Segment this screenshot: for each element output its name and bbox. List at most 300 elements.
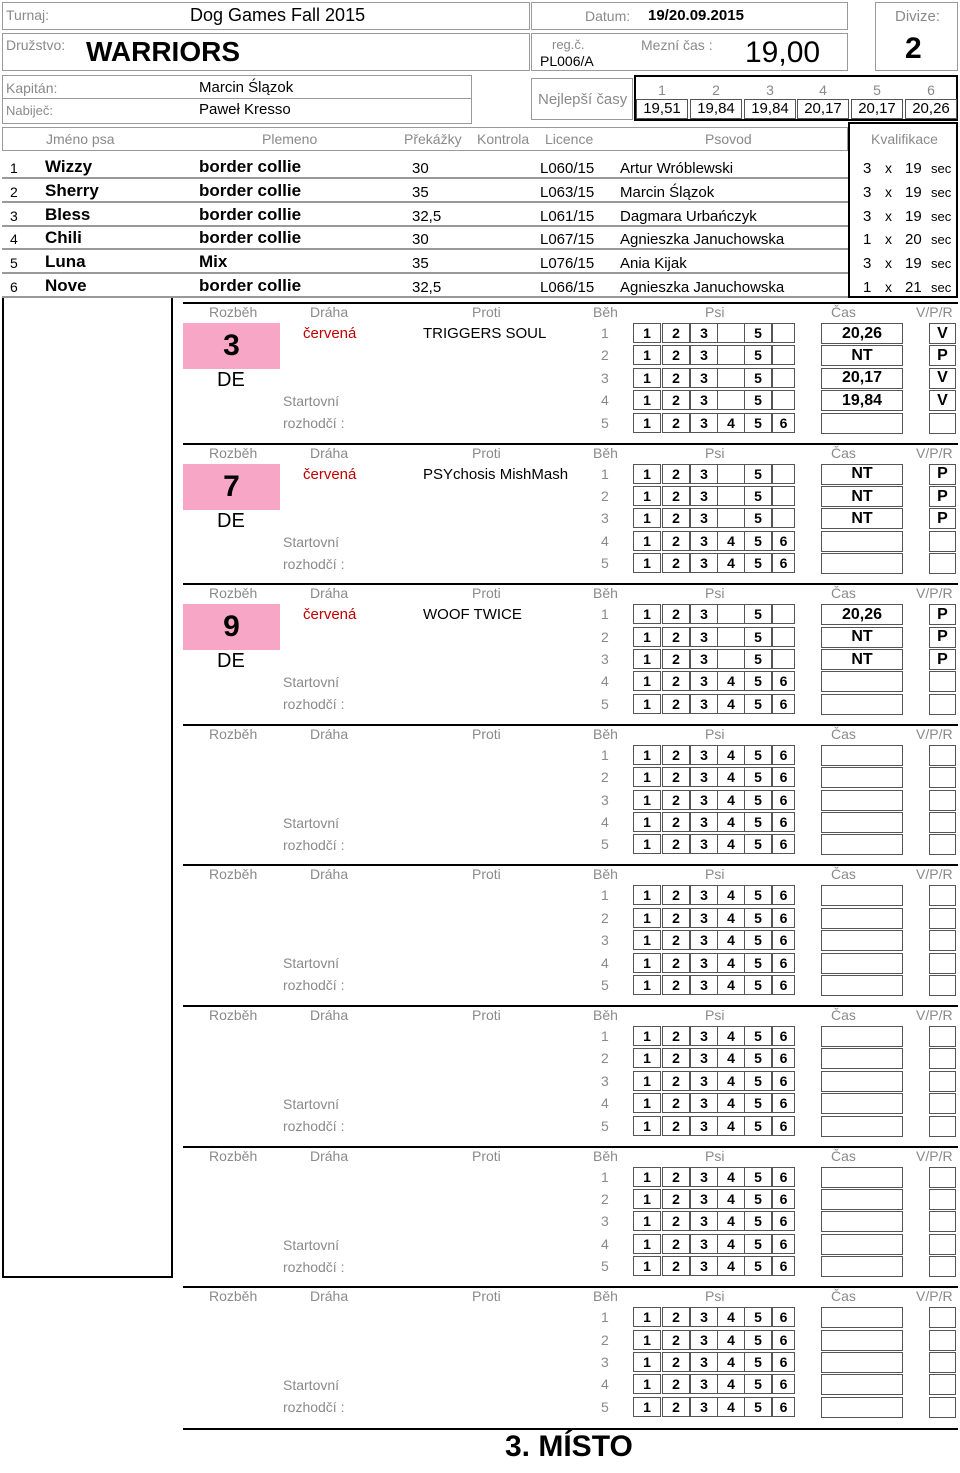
dog-slot-box[interactable]: 6 [772, 1234, 795, 1254]
dog-slot-box[interactable]: 4 [717, 908, 745, 928]
dog-slot-box[interactable]: 2 [662, 1256, 690, 1276]
dog-slot-box[interactable]: 6 [772, 1093, 795, 1113]
run-time-box[interactable] [821, 1307, 903, 1328]
dog-slot-box[interactable]: 3 [690, 368, 718, 388]
dog-slot-box[interactable]: 1 [633, 975, 661, 995]
dog-slot-box[interactable]: 3 [690, 323, 718, 343]
run-result-box[interactable] [929, 812, 956, 833]
run-result-box[interactable] [929, 908, 956, 929]
dog-slot-box[interactable]: 2 [662, 1307, 690, 1327]
dog-slot-box[interactable]: 4 [717, 767, 745, 787]
run-result-box[interactable] [929, 1026, 956, 1047]
dog-slot-box[interactable]: 4 [717, 1307, 745, 1327]
dog-slot-box[interactable]: 2 [662, 975, 690, 995]
dog-slot-box[interactable]: 5 [744, 812, 772, 832]
run-time-box[interactable] [821, 930, 903, 951]
dog-slot-box[interactable]: 4 [717, 885, 745, 905]
dog-slot-box[interactable]: 3 [690, 1211, 718, 1231]
dog-slot-box[interactable]: 5 [744, 323, 772, 343]
dog-slot-box[interactable] [772, 390, 795, 410]
run-time-box[interactable] [821, 885, 903, 906]
dog-slot-box[interactable]: 5 [744, 1116, 772, 1136]
dog-slot-box[interactable]: 3 [690, 1307, 718, 1327]
dog-slot-box[interactable]: 5 [744, 834, 772, 854]
run-time-box[interactable]: NT [821, 464, 903, 485]
dog-slot-box[interactable]: 4 [717, 1234, 745, 1254]
dog-slot-box[interactable]: 3 [690, 1352, 718, 1372]
run-result-box[interactable] [929, 1071, 956, 1092]
run-time-box[interactable] [821, 975, 903, 996]
dog-slot-box[interactable] [772, 345, 795, 365]
run-result-box[interactable] [929, 671, 956, 692]
dog-slot-box[interactable]: 5 [744, 908, 772, 928]
run-result-box[interactable] [929, 1256, 956, 1277]
dog-slot-box[interactable]: 2 [662, 1071, 690, 1091]
run-time-box[interactable] [821, 1234, 903, 1255]
dog-slot-box[interactable]: 1 [633, 390, 661, 410]
dog-slot-box[interactable]: 5 [744, 1071, 772, 1091]
dog-slot-box[interactable]: 1 [633, 812, 661, 832]
run-result-box[interactable] [929, 767, 956, 788]
run-result-box[interactable] [929, 413, 956, 434]
dog-slot-box[interactable] [772, 649, 795, 669]
run-result-box[interactable] [929, 1330, 956, 1351]
dog-slot-box[interactable]: 3 [690, 531, 718, 551]
dog-slot-box[interactable]: 3 [690, 1397, 718, 1417]
run-time-box[interactable]: 20,26 [821, 604, 903, 625]
dog-slot-box[interactable] [717, 508, 745, 528]
dog-slot-box[interactable]: 3 [690, 1071, 718, 1091]
run-result-box[interactable] [929, 975, 956, 996]
run-time-box[interactable] [821, 1211, 903, 1232]
run-time-box[interactable]: 20,17 [821, 368, 903, 389]
dog-slot-box[interactable] [717, 604, 745, 624]
dog-slot-box[interactable]: 4 [717, 834, 745, 854]
dog-slot-box[interactable]: 2 [662, 1093, 690, 1113]
dog-slot-box[interactable]: 1 [633, 413, 661, 433]
run-time-box[interactable] [821, 812, 903, 833]
dog-slot-box[interactable]: 6 [772, 1374, 795, 1394]
dog-slot-box[interactable]: 2 [662, 953, 690, 973]
dog-slot-box[interactable]: 2 [662, 531, 690, 551]
dog-slot-box[interactable]: 3 [690, 627, 718, 647]
dog-slot-box[interactable]: 5 [744, 604, 772, 624]
run-result-box[interactable] [929, 1167, 956, 1188]
dog-slot-box[interactable]: 6 [772, 953, 795, 973]
dog-slot-box[interactable]: 1 [633, 694, 661, 714]
run-result-box[interactable] [929, 834, 956, 855]
dog-slot-box[interactable]: 3 [690, 1330, 718, 1350]
run-result-box[interactable] [929, 953, 956, 974]
dog-slot-box[interactable]: 2 [662, 486, 690, 506]
dog-slot-box[interactable]: 5 [744, 953, 772, 973]
run-result-box[interactable] [929, 1189, 956, 1210]
run-time-box[interactable] [821, 908, 903, 929]
run-result-box[interactable]: P [929, 627, 956, 648]
dog-slot-box[interactable]: 1 [633, 323, 661, 343]
dog-slot-box[interactable]: 3 [690, 413, 718, 433]
run-time-box[interactable] [821, 745, 903, 766]
dog-slot-box[interactable]: 2 [662, 1211, 690, 1231]
run-time-box[interactable] [821, 531, 903, 552]
dog-slot-box[interactable]: 5 [744, 413, 772, 433]
dog-slot-box[interactable]: 5 [744, 1397, 772, 1417]
dog-slot-box[interactable]: 1 [633, 1211, 661, 1231]
dog-slot-box[interactable]: 5 [744, 1307, 772, 1327]
dog-slot-box[interactable] [717, 627, 745, 647]
dog-slot-box[interactable]: 6 [772, 745, 795, 765]
run-time-box[interactable] [821, 1167, 903, 1188]
dog-slot-box[interactable]: 2 [662, 745, 690, 765]
run-time-box[interactable] [821, 553, 903, 574]
run-result-box[interactable]: P [929, 649, 956, 670]
run-result-box[interactable]: V [929, 323, 956, 344]
dog-slot-box[interactable]: 3 [690, 834, 718, 854]
dog-slot-box[interactable]: 1 [633, 1189, 661, 1209]
dog-slot-box[interactable]: 2 [662, 1189, 690, 1209]
run-time-box[interactable] [821, 413, 903, 434]
dog-slot-box[interactable]: 3 [690, 1116, 718, 1136]
dog-slot-box[interactable]: 2 [662, 604, 690, 624]
dog-slot-box[interactable]: 5 [744, 1330, 772, 1350]
dog-slot-box[interactable]: 4 [717, 745, 745, 765]
run-time-box[interactable] [821, 1397, 903, 1418]
dog-slot-box[interactable]: 3 [690, 694, 718, 714]
run-time-box[interactable]: NT [821, 649, 903, 670]
dog-slot-box[interactable]: 5 [744, 1211, 772, 1231]
run-time-box[interactable] [821, 1093, 903, 1114]
dog-slot-box[interactable]: 3 [690, 486, 718, 506]
dog-slot-box[interactable]: 4 [717, 531, 745, 551]
run-time-box[interactable] [821, 694, 903, 715]
run-result-box[interactable]: P [929, 604, 956, 625]
dog-slot-box[interactable]: 2 [662, 694, 690, 714]
run-result-box[interactable] [929, 1234, 956, 1255]
run-result-box[interactable] [929, 930, 956, 951]
dog-slot-box[interactable]: 1 [633, 908, 661, 928]
dog-slot-box[interactable]: 5 [744, 1093, 772, 1113]
dog-slot-box[interactable]: 6 [772, 1026, 795, 1046]
dog-slot-box[interactable]: 1 [633, 885, 661, 905]
dog-slot-box[interactable]: 2 [662, 1116, 690, 1136]
dog-slot-box[interactable]: 1 [633, 1026, 661, 1046]
dog-slot-box[interactable]: 6 [772, 1167, 795, 1187]
dog-slot-box[interactable]: 2 [662, 1026, 690, 1046]
dog-slot-box[interactable]: 3 [690, 908, 718, 928]
dog-slot-box[interactable] [772, 627, 795, 647]
dog-slot-box[interactable]: 1 [633, 531, 661, 551]
dog-slot-box[interactable]: 3 [690, 1026, 718, 1046]
run-time-box[interactable] [821, 834, 903, 855]
dog-slot-box[interactable] [772, 604, 795, 624]
run-time-box[interactable] [821, 1189, 903, 1210]
dog-slot-box[interactable]: 6 [772, 1189, 795, 1209]
dog-slot-box[interactable]: 2 [662, 885, 690, 905]
dog-slot-box[interactable]: 2 [662, 812, 690, 832]
dog-slot-box[interactable]: 5 [744, 553, 772, 573]
dog-slot-box[interactable]: 2 [662, 767, 690, 787]
dog-slot-box[interactable]: 6 [772, 908, 795, 928]
dog-slot-box[interactable]: 1 [633, 553, 661, 573]
dog-slot-box[interactable]: 3 [690, 767, 718, 787]
dog-slot-box[interactable]: 2 [662, 1374, 690, 1394]
run-time-box[interactable]: NT [821, 486, 903, 507]
dog-slot-box[interactable] [717, 649, 745, 669]
dog-slot-box[interactable]: 2 [662, 368, 690, 388]
dog-slot-box[interactable]: 4 [717, 1026, 745, 1046]
dog-slot-box[interactable]: 4 [717, 671, 745, 691]
dog-slot-box[interactable] [717, 368, 745, 388]
run-result-box[interactable] [929, 553, 956, 574]
dog-slot-box[interactable]: 3 [690, 930, 718, 950]
dog-slot-box[interactable]: 2 [662, 323, 690, 343]
run-time-box[interactable] [821, 1352, 903, 1373]
dog-slot-box[interactable]: 6 [772, 694, 795, 714]
dog-slot-box[interactable]: 3 [690, 345, 718, 365]
dog-slot-box[interactable]: 4 [717, 930, 745, 950]
run-result-box[interactable] [929, 694, 956, 715]
dog-slot-box[interactable]: 4 [717, 1071, 745, 1091]
dog-slot-box[interactable]: 1 [633, 790, 661, 810]
dog-slot-box[interactable]: 2 [662, 553, 690, 573]
dog-slot-box[interactable] [772, 486, 795, 506]
dog-slot-box[interactable]: 3 [690, 1093, 718, 1113]
dog-slot-box[interactable]: 3 [690, 745, 718, 765]
dog-slot-box[interactable]: 6 [772, 1211, 795, 1231]
dog-slot-box[interactable]: 5 [744, 745, 772, 765]
run-time-box[interactable] [821, 1116, 903, 1137]
dog-slot-box[interactable]: 6 [772, 1307, 795, 1327]
dog-slot-box[interactable]: 3 [690, 671, 718, 691]
dog-slot-box[interactable]: 4 [717, 553, 745, 573]
dog-slot-box[interactable]: 5 [744, 1026, 772, 1046]
dog-slot-box[interactable]: 4 [717, 1211, 745, 1231]
dog-slot-box[interactable]: 3 [690, 604, 718, 624]
dog-slot-box[interactable]: 1 [633, 1116, 661, 1136]
dog-slot-box[interactable]: 2 [662, 649, 690, 669]
dog-slot-box[interactable]: 2 [662, 790, 690, 810]
run-result-box[interactable] [929, 1307, 956, 1328]
dog-slot-box[interactable]: 4 [717, 812, 745, 832]
dog-slot-box[interactable]: 3 [690, 464, 718, 484]
dog-slot-box[interactable]: 1 [633, 767, 661, 787]
dog-slot-box[interactable]: 4 [717, 1189, 745, 1209]
dog-slot-box[interactable]: 5 [744, 1352, 772, 1372]
dog-slot-box[interactable] [772, 464, 795, 484]
dog-slot-box[interactable]: 5 [744, 1374, 772, 1394]
run-result-box[interactable] [929, 1093, 956, 1114]
dog-slot-box[interactable]: 3 [690, 1048, 718, 1068]
dog-slot-box[interactable]: 5 [744, 975, 772, 995]
run-time-box[interactable]: NT [821, 627, 903, 648]
dog-slot-box[interactable]: 1 [633, 1330, 661, 1350]
dog-slot-box[interactable]: 6 [772, 885, 795, 905]
dog-slot-box[interactable]: 1 [633, 368, 661, 388]
dog-slot-box[interactable]: 3 [690, 812, 718, 832]
dog-slot-box[interactable]: 5 [744, 1256, 772, 1276]
run-result-box[interactable] [929, 745, 956, 766]
run-time-box[interactable] [821, 790, 903, 811]
run-result-box[interactable] [929, 531, 956, 552]
dog-slot-box[interactable]: 3 [690, 508, 718, 528]
dog-slot-box[interactable]: 1 [633, 834, 661, 854]
dog-slot-box[interactable]: 1 [633, 1048, 661, 1068]
dog-slot-box[interactable]: 1 [633, 1352, 661, 1372]
dog-slot-box[interactable]: 5 [744, 767, 772, 787]
dog-slot-box[interactable]: 1 [633, 649, 661, 669]
dog-slot-box[interactable]: 1 [633, 1093, 661, 1113]
dog-slot-box[interactable]: 2 [662, 390, 690, 410]
run-time-box[interactable] [821, 767, 903, 788]
dog-slot-box[interactable] [717, 486, 745, 506]
run-result-box[interactable] [929, 1048, 956, 1069]
dog-slot-box[interactable]: 4 [717, 1167, 745, 1187]
dog-slot-box[interactable]: 5 [744, 1189, 772, 1209]
dog-slot-box[interactable]: 2 [662, 345, 690, 365]
run-result-box[interactable]: P [929, 486, 956, 507]
dog-slot-box[interactable]: 6 [772, 790, 795, 810]
dog-slot-box[interactable]: 4 [717, 1352, 745, 1372]
dog-slot-box[interactable]: 3 [690, 1167, 718, 1187]
dog-slot-box[interactable]: 4 [717, 1330, 745, 1350]
dog-slot-box[interactable]: 4 [717, 953, 745, 973]
dog-slot-box[interactable]: 5 [744, 1167, 772, 1187]
dog-slot-box[interactable]: 5 [744, 790, 772, 810]
run-result-box[interactable]: P [929, 508, 956, 529]
dog-slot-box[interactable]: 6 [772, 1352, 795, 1372]
dog-slot-box[interactable]: 4 [717, 790, 745, 810]
dog-slot-box[interactable]: 1 [633, 953, 661, 973]
dog-slot-box[interactable]: 1 [633, 1256, 661, 1276]
dog-slot-box[interactable]: 4 [717, 975, 745, 995]
dog-slot-box[interactable]: 6 [772, 1116, 795, 1136]
run-result-box[interactable]: V [929, 390, 956, 411]
dog-slot-box[interactable]: 5 [744, 368, 772, 388]
dog-slot-box[interactable]: 2 [662, 1330, 690, 1350]
dog-slot-box[interactable] [772, 368, 795, 388]
dog-slot-box[interactable]: 4 [717, 1093, 745, 1113]
dog-slot-box[interactable]: 3 [690, 885, 718, 905]
dog-slot-box[interactable]: 5 [744, 1048, 772, 1068]
dog-slot-box[interactable]: 2 [662, 908, 690, 928]
dog-slot-box[interactable]: 5 [744, 345, 772, 365]
dog-slot-box[interactable]: 5 [744, 930, 772, 950]
run-time-box[interactable]: NT [821, 508, 903, 529]
dog-slot-box[interactable]: 6 [772, 531, 795, 551]
dog-slot-box[interactable]: 1 [633, 1234, 661, 1254]
dog-slot-box[interactable]: 1 [633, 604, 661, 624]
run-time-box[interactable] [821, 1026, 903, 1047]
dog-slot-box[interactable]: 2 [662, 1167, 690, 1187]
dog-slot-box[interactable]: 5 [744, 508, 772, 528]
dog-slot-box[interactable]: 6 [772, 413, 795, 433]
dog-slot-box[interactable]: 1 [633, 627, 661, 647]
dog-slot-box[interactable]: 5 [744, 627, 772, 647]
dog-slot-box[interactable]: 1 [633, 1397, 661, 1417]
dog-slot-box[interactable]: 2 [662, 1352, 690, 1372]
dog-slot-box[interactable]: 5 [744, 671, 772, 691]
dog-slot-box[interactable]: 4 [717, 413, 745, 433]
dog-slot-box[interactable]: 6 [772, 553, 795, 573]
dog-slot-box[interactable]: 2 [662, 930, 690, 950]
dog-slot-box[interactable]: 3 [690, 649, 718, 669]
run-result-box[interactable] [929, 1116, 956, 1137]
run-result-box[interactable]: P [929, 464, 956, 485]
dog-slot-box[interactable]: 3 [690, 1256, 718, 1276]
dog-slot-box[interactable] [717, 323, 745, 343]
dog-slot-box[interactable]: 2 [662, 1397, 690, 1417]
dog-slot-box[interactable]: 1 [633, 1071, 661, 1091]
dog-slot-box[interactable] [717, 464, 745, 484]
dog-slot-box[interactable]: 6 [772, 767, 795, 787]
run-result-box[interactable] [929, 1397, 956, 1418]
dog-slot-box[interactable] [772, 508, 795, 528]
run-time-box[interactable] [821, 1256, 903, 1277]
run-time-box[interactable] [821, 1374, 903, 1395]
run-result-box[interactable] [929, 1211, 956, 1232]
dog-slot-box[interactable]: 1 [633, 486, 661, 506]
dog-slot-box[interactable]: 1 [633, 1374, 661, 1394]
run-result-box[interactable] [929, 885, 956, 906]
dog-slot-box[interactable]: 3 [690, 953, 718, 973]
dog-slot-box[interactable]: 3 [690, 975, 718, 995]
dog-slot-box[interactable]: 3 [690, 1189, 718, 1209]
run-result-box[interactable]: V [929, 368, 956, 389]
dog-slot-box[interactable]: 6 [772, 1397, 795, 1417]
dog-slot-box[interactable]: 1 [633, 1167, 661, 1187]
dog-slot-box[interactable]: 5 [744, 486, 772, 506]
dog-slot-box[interactable]: 6 [772, 834, 795, 854]
dog-slot-box[interactable]: 5 [744, 531, 772, 551]
dog-slot-box[interactable]: 1 [633, 508, 661, 528]
dog-slot-box[interactable]: 3 [690, 1234, 718, 1254]
dog-slot-box[interactable]: 5 [744, 1234, 772, 1254]
run-time-box[interactable]: 20,26 [821, 323, 903, 344]
run-time-box[interactable] [821, 1330, 903, 1351]
run-time-box[interactable] [821, 671, 903, 692]
dog-slot-box[interactable]: 6 [772, 812, 795, 832]
dog-slot-box[interactable]: 5 [744, 694, 772, 714]
dog-slot-box[interactable]: 6 [772, 671, 795, 691]
dog-slot-box[interactable]: 5 [744, 649, 772, 669]
run-time-box[interactable]: NT [821, 345, 903, 366]
run-result-box[interactable] [929, 1374, 956, 1395]
dog-slot-box[interactable]: 5 [744, 464, 772, 484]
dog-slot-box[interactable] [772, 323, 795, 343]
dog-slot-box[interactable]: 6 [772, 930, 795, 950]
dog-slot-box[interactable]: 2 [662, 1234, 690, 1254]
dog-slot-box[interactable]: 1 [633, 464, 661, 484]
dog-slot-box[interactable]: 6 [772, 1048, 795, 1068]
dog-slot-box[interactable] [717, 390, 745, 410]
run-time-box[interactable] [821, 1048, 903, 1069]
dog-slot-box[interactable]: 2 [662, 508, 690, 528]
dog-slot-box[interactable]: 6 [772, 1071, 795, 1091]
dog-slot-box[interactable]: 3 [690, 390, 718, 410]
run-result-box[interactable] [929, 1352, 956, 1373]
dog-slot-box[interactable]: 1 [633, 745, 661, 765]
dog-slot-box[interactable]: 2 [662, 671, 690, 691]
dog-slot-box[interactable]: 1 [633, 1307, 661, 1327]
run-time-box[interactable]: 19,84 [821, 390, 903, 411]
dog-slot-box[interactable]: 1 [633, 345, 661, 365]
dog-slot-box[interactable]: 3 [690, 790, 718, 810]
dog-slot-box[interactable]: 5 [744, 390, 772, 410]
dog-slot-box[interactable]: 4 [717, 1116, 745, 1136]
dog-slot-box[interactable]: 3 [690, 1374, 718, 1394]
dog-slot-box[interactable]: 6 [772, 975, 795, 995]
dog-slot-box[interactable]: 1 [633, 930, 661, 950]
